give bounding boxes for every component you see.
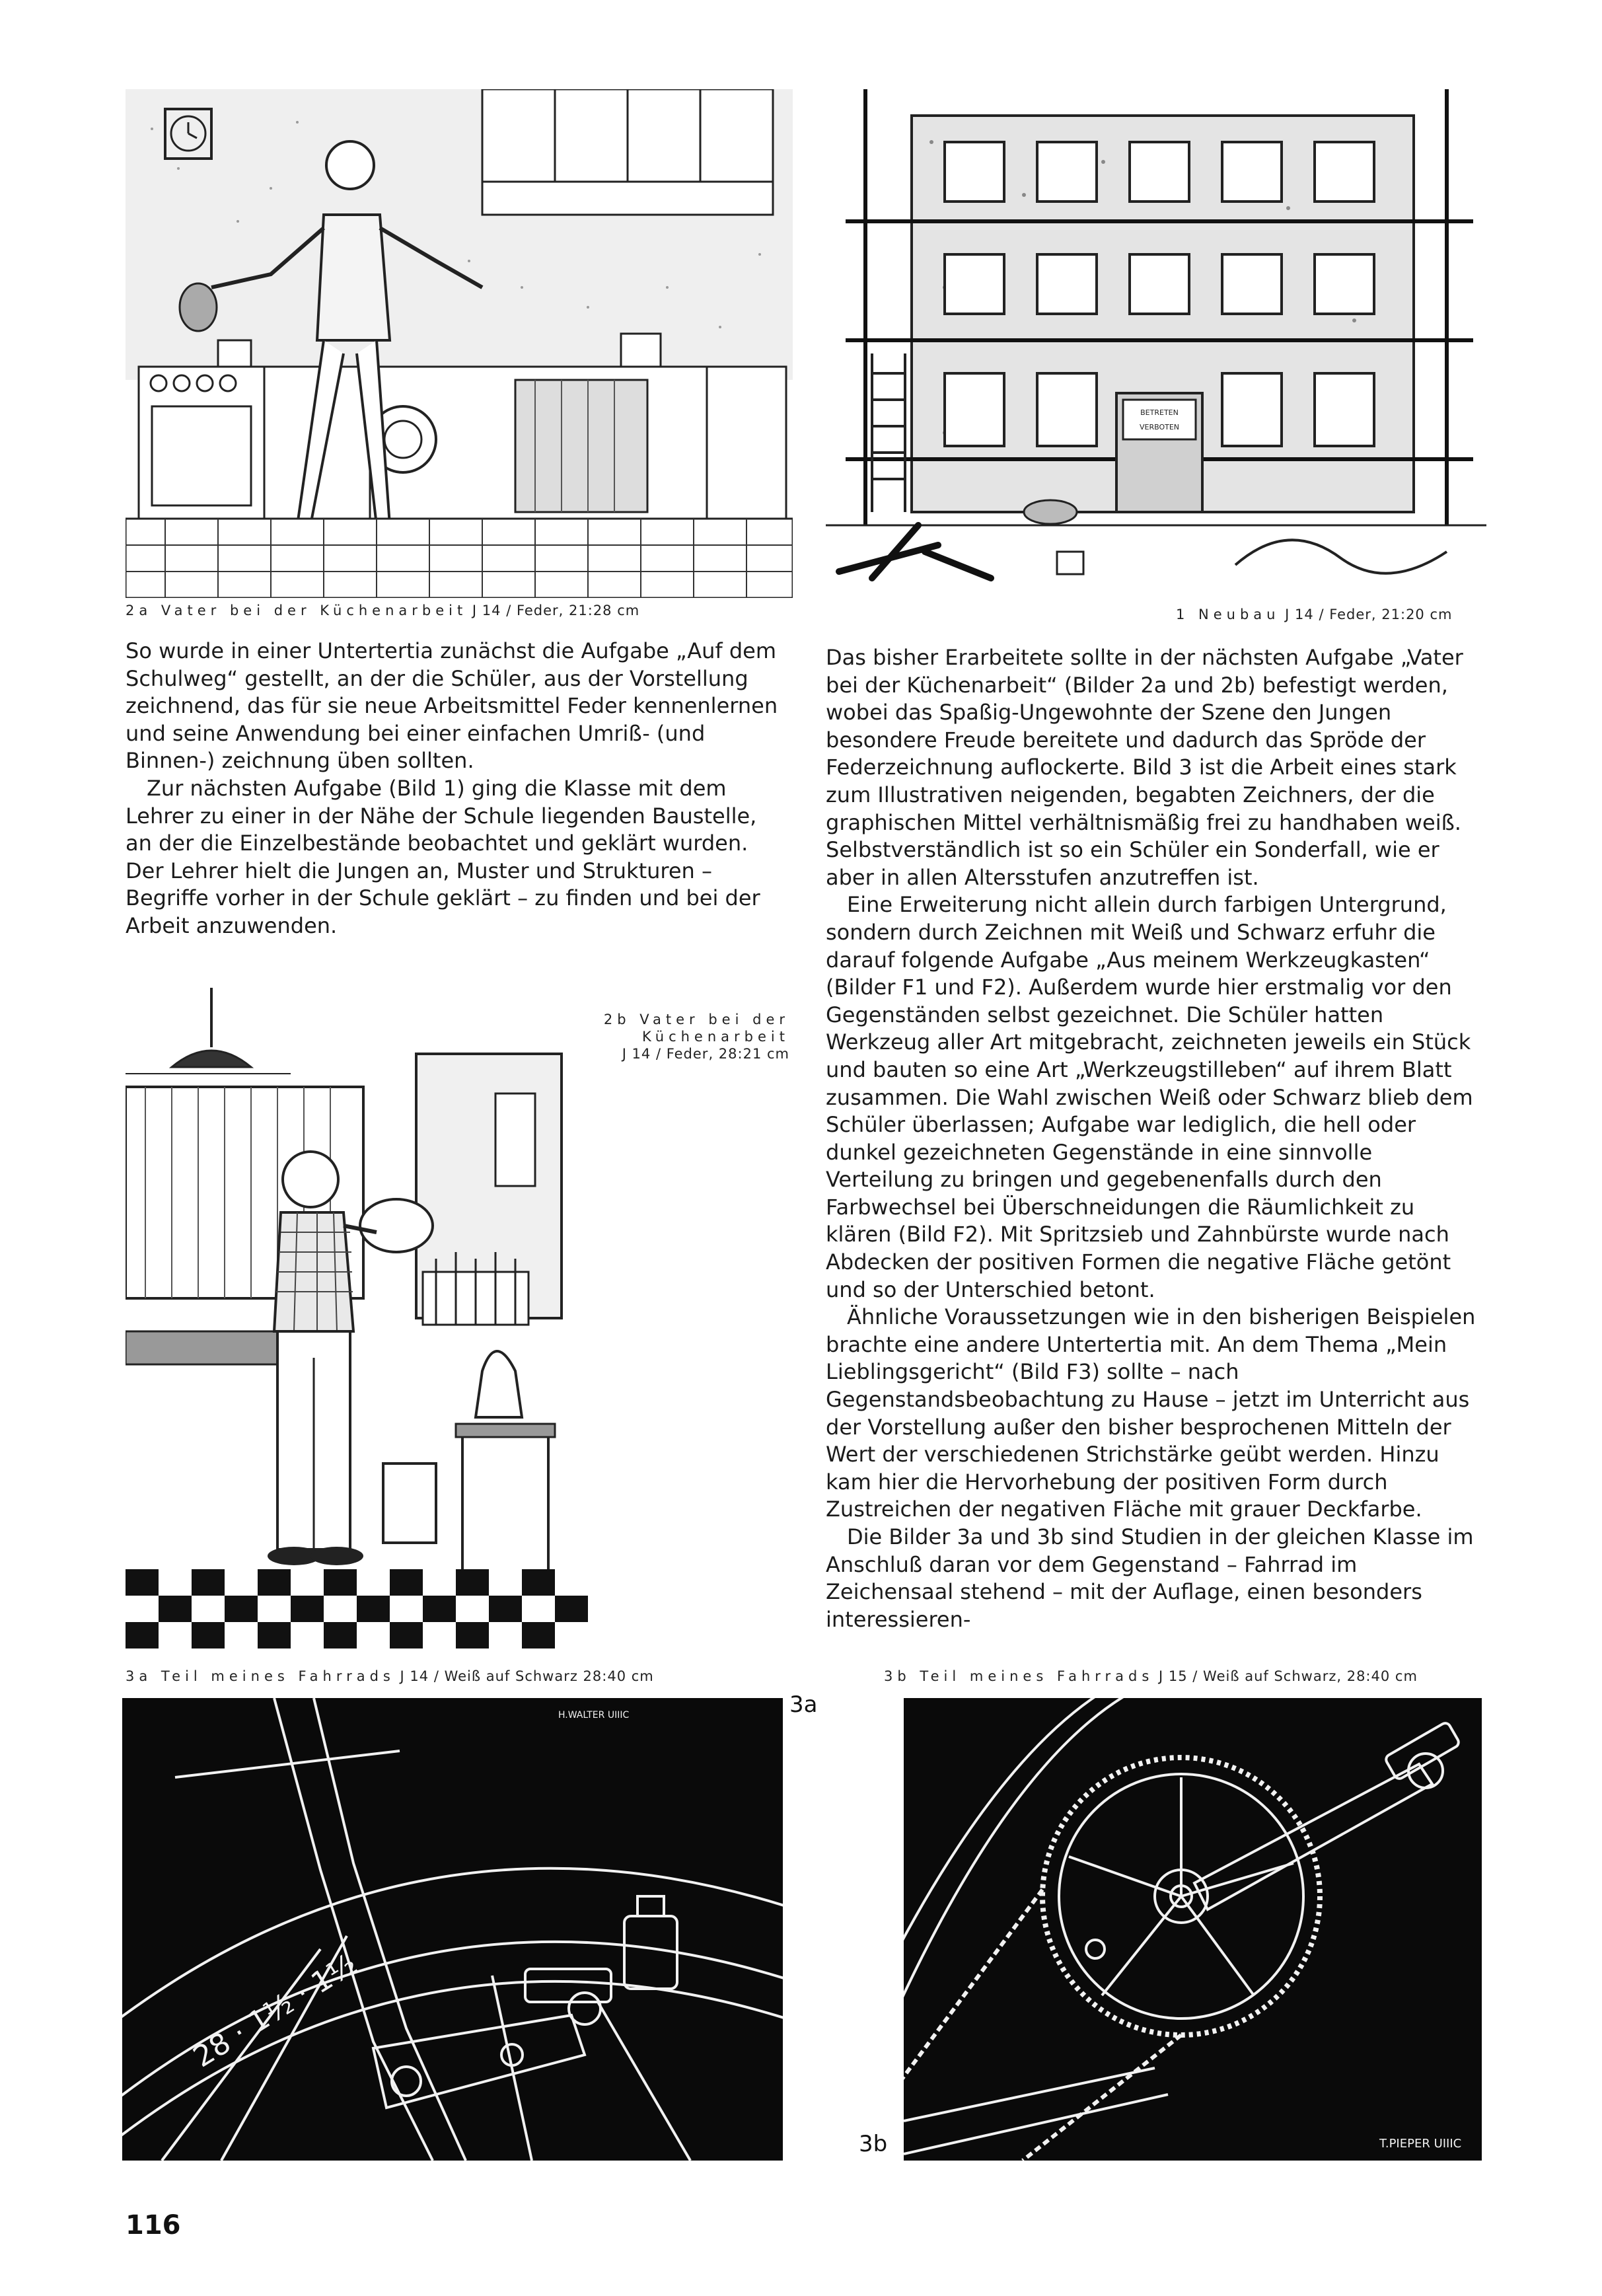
kitchen-drawing-2a <box>126 89 793 598</box>
figure-3b-bicycle <box>904 1698 1482 2161</box>
caption-1-title: 1 Neubau <box>1176 607 1280 622</box>
tire-size-text: 28 · 1½ · 1½ <box>187 1947 363 2075</box>
caption-1 <box>1176 607 1452 622</box>
left-paragraph-2: Zur nächsten Aufgabe (Bild 1) ging die Klasse mit dem Lehrer zu einer in der Nähe der Schule liegenden Baustelle, an der die Einzelbestände beobachtet und geklärt wurden. Der Lehrer hielt die Jungen an, Muster und Strukturen – Begriffe vorher in der Schule geklärt – zu finden und bei der Arbeit anzuwenden. <box>126 775 760 938</box>
signature-3a: H.WALTER UIIIC <box>558 1710 630 1721</box>
plate-label-3b: 3b <box>859 2131 888 2157</box>
right-paragraph-4: Die Bilder 3a und 3b sind Studien in der gleichen Klasse im Anschluß daran vor dem Gegenstand – Fahrrad im Zeichensaal stehend – mit der Auflage, einen besonders interessieren- <box>826 1524 1474 1632</box>
building-drawing-1 <box>826 89 1486 598</box>
caption-2b <box>598 1011 789 1062</box>
sign-text-2: VERBOTEN <box>1139 423 1180 431</box>
caption-3b-title: 3b Teil meines Fahrrads <box>884 1668 1154 1684</box>
caption-1-meta: J 14 / Feder, 21:20 cm <box>1285 607 1453 622</box>
figure-1-building <box>826 89 1486 598</box>
caption-3b-meta: J 15 / Weiß auf Schwarz, 28:40 cm <box>1159 1668 1418 1684</box>
figure-2a-kitchen <box>126 89 793 598</box>
caption-3a-meta: J 14 / Weiß auf Schwarz 28:40 cm <box>400 1668 654 1684</box>
right-paragraph-3: Ähnliche Voraussetzungen wie in den bisherigen Beispielen brachte eine andere Untertertia mit. An dem Thema „Mein Lieblingsgericht“ (Bild F3) sollte – nach Gegenstandsbeobachtung zu Hause – jetzt im Unterricht aus der Vorstellung außer den bisher besprochenen Mitteln der Wert der verschiedenen Strichstärke geübt werden. Hinzu kam hier die Hervorhebung der positiven Form durch Zustreichen der negativen Fläche mit grauer Deckfarbe. <box>826 1304 1476 1522</box>
caption-2b-line3: J 14 / Feder, 28:21 cm <box>622 1046 789 1062</box>
left-paragraph-1: So wurde in einer Untertertia zunächst die Aufgabe „Auf dem Schulweg“ gestellt, an der die Schüler, aus der Vorstellung zeichnend, das für sie neue Arbeitsmittel Feder kennenlernen und seine Anwendung bei einer einfachen Umriß- (und Binnen-) zeichnung üben sollten. <box>126 638 778 774</box>
left-column-text <box>126 638 789 940</box>
caption-2a-meta: J 14 / Feder, 21:28 cm <box>472 603 640 618</box>
caption-2a-title: 2a Vater bei der Küchenarbeit <box>126 603 468 618</box>
right-paragraph-2: Eine Erweiterung nicht allein durch farbigen Untergrund, sondern durch Zeichnen mit Weiß und Schwarz erfuhr die darauf folgende Aufgabe „Aus meinem Werkzeugkasten“ (Bilder F1 und F2). Außerdem wurde hier erstmalig vor den Gegenständen selbst gezeichnet. Die Schüler hatten Werkzeug aller Art mitgebracht, zeichneten jeweils ein Stück und bauten so eine Art „Werkzeugstilleben“ auf ihrem Blatt zusammen. Die Wahl zwischen Weiß oder Schwarz blieb dem Schüler überlassen; Aufgabe war lediglich, die hell oder dunkel gezeichneten Gegenstände in eine sinnvolle Verteilung zu bringen und gegebenenfalls durch den Farbwechsel bei Überschneidungen die Räumlichkeit zu klären (Bild F2). Mit Spritzsieb und Zahnbürste wurde nach Abdecken der positiven Formen die negative Fläche getönt und so der Unterschied betont. <box>826 892 1473 1302</box>
bicycle-drawing-3b <box>904 1698 1482 2161</box>
plate-label-3a: 3a <box>789 1691 818 1718</box>
figure-3a-bicycle <box>122 1698 783 2161</box>
sign-text-1: BETRETEN <box>1140 408 1179 417</box>
right-column-text <box>826 644 1486 1633</box>
signature-3b: T.PIEPER UIIIC <box>1379 2137 1462 2151</box>
kitchen-drawing-2b <box>126 988 588 1648</box>
figure-2b-dishwashing <box>126 988 588 1648</box>
caption-3b <box>884 1668 1418 1684</box>
caption-2b-line1: 2b Vater bei der <box>603 1012 789 1027</box>
bicycle-drawing-3a <box>122 1698 783 2161</box>
caption-2a <box>126 603 639 618</box>
right-paragraph-1: Das bisher Erarbeitete sollte in der nächsten Aufgabe „Vater bei der Küchenarbeit“ (Bilder 2a und 2b) befestigt werden, wobei das Spaßig-Ungewohnte der Szene den Jungen besondere Freude bereitete und dadurch das Spröde der Federzeichnung auflockerte. Bild 3 ist die Arbeit eines stark zum Illustrativen neigenden, begabten Zeichners, der die graphischen Mittel verhältnismäßig frei zu handhaben weiß. Selbstverständlich ist so ein Schüler ein Sonderfall, wie er aber in allen Altersstufen anzutreffen ist. <box>826 645 1463 890</box>
caption-2b-line2: Küchenarbeit <box>642 1029 789 1045</box>
caption-3a-title: 3a Teil meines Fahrrads <box>126 1668 395 1684</box>
caption-3a <box>126 1668 654 1684</box>
page-number: 116 <box>126 2210 181 2240</box>
